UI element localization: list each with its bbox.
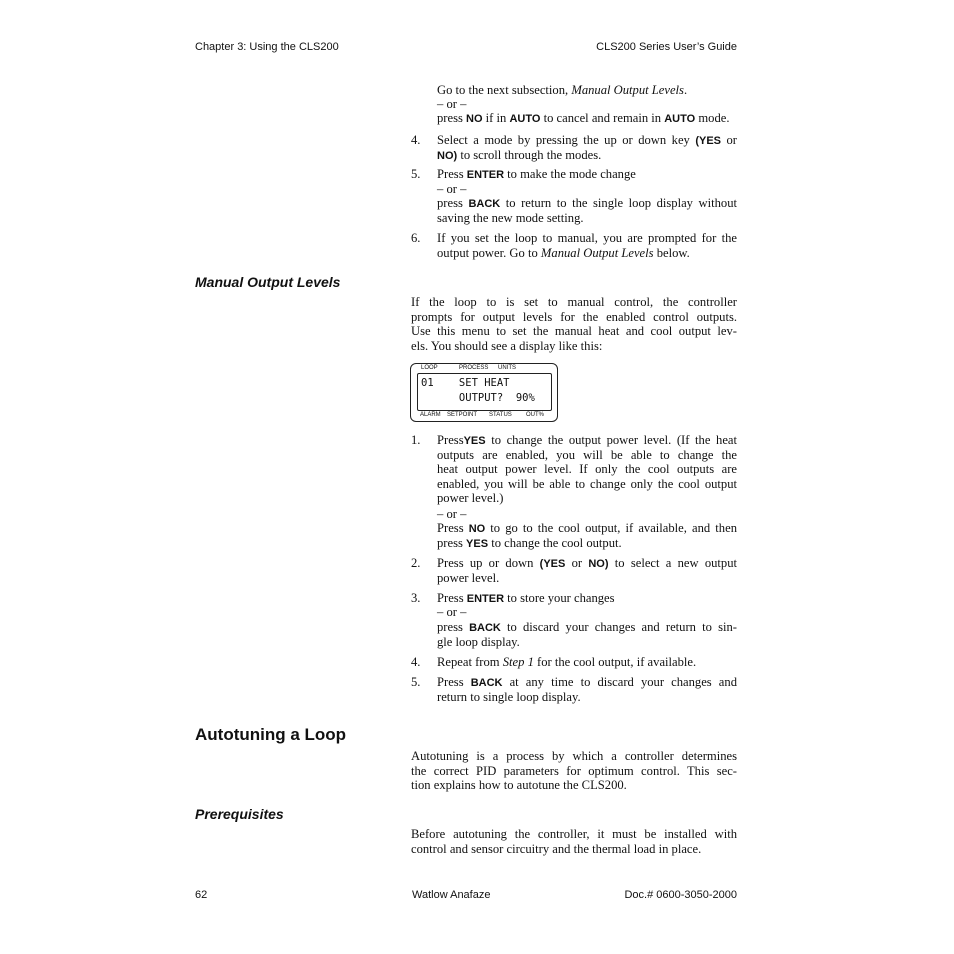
key-label: BACK [470, 677, 503, 689]
lcd-line-1: 01 SET HEAT [421, 377, 510, 389]
step-text: Repeat from Step 1 for the cool output, if available. [437, 655, 697, 669]
lcd-label-setpoint: SETPOINT [447, 412, 478, 418]
key-label: YES [466, 537, 489, 550]
step-text: Select a mode by pressing the up or down key (YES or NO) to scroll through the modes. [437, 133, 737, 162]
step-number: 2. [411, 556, 421, 570]
cross-reference: Manual Output Levels [540, 245, 654, 260]
section-heading-autotuning: Autotuning a Loop [195, 725, 347, 744]
step-text: Press ENTER to store your changes [437, 591, 615, 605]
cross-reference: Step 1 [502, 655, 534, 669]
step-text: PressYES to change the output power level. (If the heat outputs are enabled, you will be able to change the heat output power level. If only the cool outputs are enabled, you will be able to change only the cool output power level.) [437, 433, 737, 505]
or-separator: – or – [437, 97, 467, 111]
lcd-label-units: UNITS [498, 365, 516, 371]
prerequisites-paragraph: Before autotuning the controller, it must be installed with control and sensor circuitry and the thermal load in place. [411, 827, 737, 856]
running-header-chapter: Chapter 3: Using the CLS200 [195, 41, 339, 53]
key-label: ENTER [466, 593, 505, 605]
step-text: If you set the loop to manual, you are prompted for the output power. Go to Manual Output Levels below. [437, 231, 737, 260]
or-separator: – or – [437, 605, 467, 619]
intro-paragraph: If the loop to is set to manual control, the controller prompts for output levels for the enabled control outputs. Use this menu to set the manual heat and cool output lev- els. You should see a display like this: [411, 295, 737, 353]
key-label: YES [463, 435, 486, 447]
step-text: press BACK to return to the single loop display without saving the new mode setting. [437, 196, 737, 225]
or-separator: – or – [437, 507, 467, 521]
cross-reference: Manual Output Levels [571, 83, 684, 97]
instruction-line: press NO if in AUTO to cancel and remain in AUTO mode. [437, 111, 730, 125]
section-heading-prerequisites: Prerequisites [195, 806, 284, 822]
page-number: 62 [195, 889, 208, 901]
instruction-line: Go to the next subsection, Manual Output Levels. [437, 83, 688, 97]
autotune-paragraph: Autotuning is a process by which a controller determines the correct PID parameters for optimum control. This sec- tion explains how to autotune the CLS200. [411, 749, 737, 792]
step-text: Press NO to go to the cool output, if available, and then press YES to change the cool output. [437, 521, 737, 550]
controller-display [410, 363, 558, 422]
lcd-label-loop: LOOP [421, 365, 438, 371]
key-label: NO) [437, 149, 458, 162]
lcd-screen [417, 373, 552, 411]
key-label: ENTER [466, 169, 505, 181]
step-text: Press up or down (YES or NO) to select a new output power level. [437, 556, 737, 585]
lcd-line-2: OUTPUT? 90% [421, 392, 535, 404]
step-number: 4. [411, 655, 421, 669]
lcd-label-alarm: ALARM [420, 412, 441, 418]
running-header-title: CLS200 Series User’s Guide [596, 41, 737, 53]
key-label: BACK [468, 198, 501, 210]
key-label: BACK [469, 622, 501, 634]
step-text: Press BACK at any time to discard your changes and return to single loop display. [437, 675, 737, 704]
key-label: AUTO [509, 113, 541, 125]
lcd-label-out-percent: OUT% [526, 412, 544, 418]
step-text: press BACK to discard your changes and return to sin- gle loop display. [437, 620, 738, 649]
key-label: NO) [588, 558, 609, 570]
step-number: 1. [411, 433, 421, 447]
key-label: AUTO [664, 113, 696, 125]
or-separator: – or – [437, 182, 467, 196]
step-text: Press ENTER to make the mode change [437, 167, 636, 181]
step-number: 3. [411, 591, 421, 605]
key-label: (YES [539, 558, 566, 570]
lcd-label-status: STATUS [489, 412, 512, 418]
key-label: NO [466, 113, 483, 125]
section-heading-manual-output-levels: Manual Output Levels [195, 274, 341, 290]
step-number: 5. [411, 675, 421, 689]
lcd-label-process: PROCESS [459, 365, 489, 371]
step-number: 6. [411, 231, 421, 245]
footer-doc-number: Doc.# 0600-3050-2000 [624, 889, 737, 901]
key-label: (YES [695, 135, 722, 147]
key-label: NO [468, 523, 486, 535]
step-number: 5. [411, 167, 421, 181]
step-number: 4. [411, 133, 421, 147]
footer-company: Watlow Anafaze [412, 889, 491, 901]
